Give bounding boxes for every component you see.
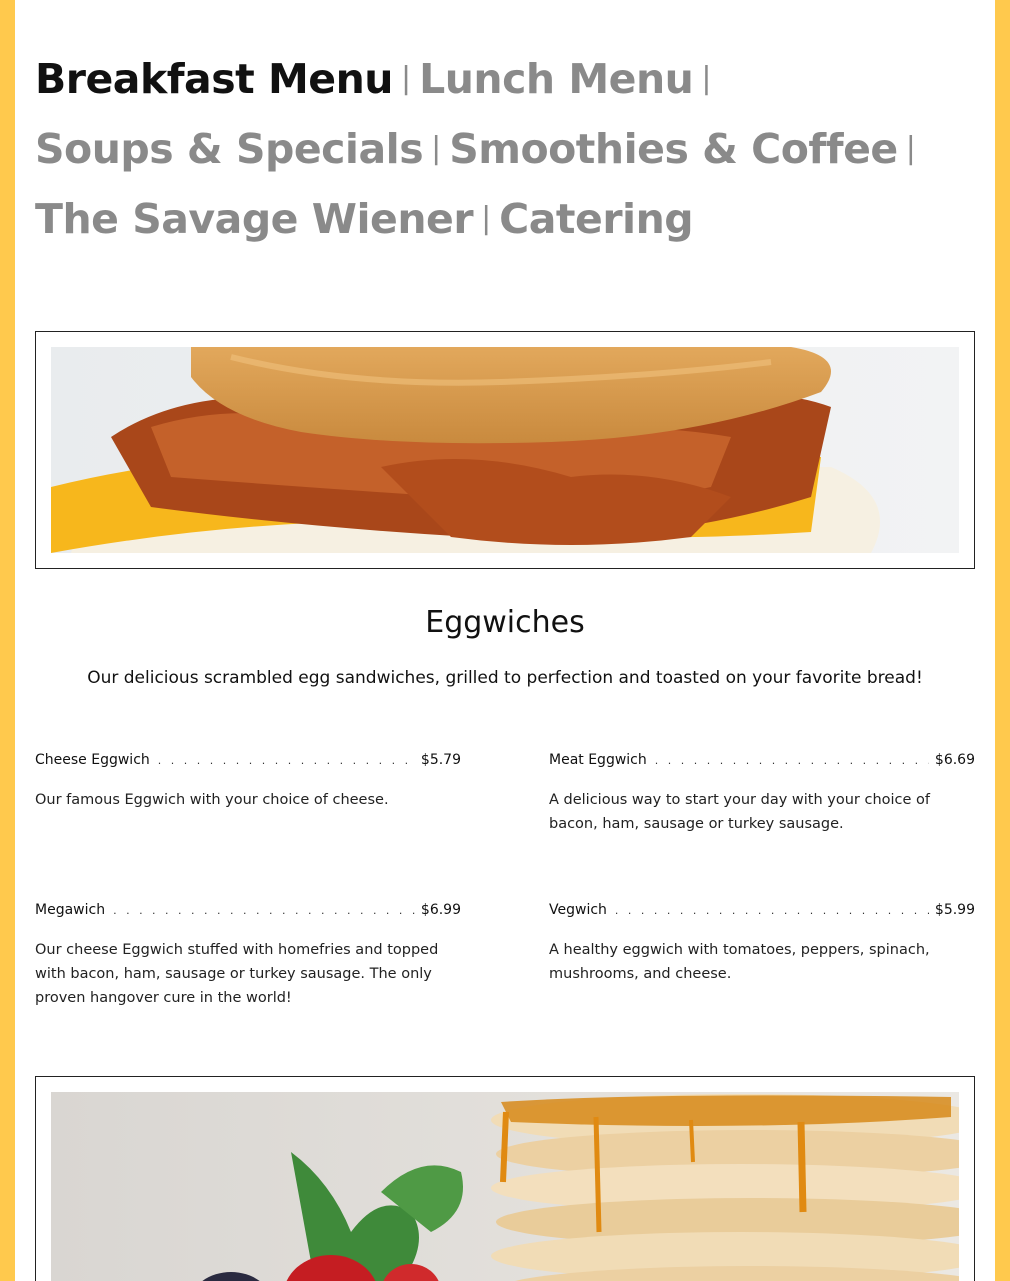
nav-link-breakfast-menu[interactable]: Breakfast Menu [35, 55, 393, 103]
menu-item [35, 902, 461, 1010]
egg-sandwich-photo [51, 347, 959, 553]
dot-leader [615, 904, 929, 917]
pancake-stack-photo [51, 1092, 959, 1281]
menu-item-header [549, 752, 975, 768]
menu-item-name: Cheese Eggwich [35, 752, 150, 768]
menu-item-description: A delicious way to start your day with your choice of bacon, ham, sausage or turkey sausage. [549, 792, 931, 832]
nav-separator: | [400, 61, 412, 96]
menu-item-price: $5.79 [420, 752, 461, 768]
dot-leader [655, 754, 929, 767]
section-subtitle: Our delicious scrambled egg sandwiches, grilled to perfection and toasted on your favorite bread! [87, 668, 923, 688]
nav-line-3 [35, 192, 975, 262]
menu-item-price: $6.69 [934, 752, 975, 768]
nav-link-lunch-menu[interactable]: Lunch Menu [419, 55, 694, 103]
menu-item [35, 752, 461, 812]
nav-separator: | [431, 131, 442, 166]
nav-line-1 [35, 52, 975, 122]
menu-item [549, 752, 975, 836]
menu-item-price: $5.99 [934, 902, 975, 918]
menu-item [549, 902, 975, 986]
egg-sandwich-illustration [51, 347, 959, 553]
nav-line-2 [35, 122, 975, 192]
nav-separator: | [905, 131, 916, 166]
menu-item-description: Our cheese Eggwich stuffed with homefries and topped with bacon, ham, sausage or turkey sausage. The only proven hangover cure in the world! [35, 942, 439, 1006]
nav-link-catering[interactable]: Catering [499, 195, 694, 243]
menu-navigation [35, 52, 975, 262]
menu-item-header [549, 902, 975, 918]
menu-item-price: $6.99 [420, 902, 461, 918]
pancake-illustration [51, 1092, 959, 1281]
nav-link-soups-specials[interactable]: Soups & Specials [35, 125, 424, 173]
menu-item-description: A healthy eggwich with tomatoes, peppers, spinach, mushrooms, and cheese. [549, 942, 930, 982]
menu-item-description: Our famous Eggwich with your choice of cheese. [35, 792, 389, 808]
menu-item-name: Vegwich [549, 902, 607, 918]
menu-item-name: Meat Eggwich [549, 752, 647, 768]
nav-link-smoothies-coffee[interactable]: Smoothies & Coffee [449, 125, 898, 173]
menu-item-name: Megawich [35, 902, 106, 918]
page-content [15, 0, 995, 1281]
nav-separator: | [701, 61, 712, 96]
dot-leader [113, 904, 415, 917]
nav-link-savage-wiener[interactable]: The Savage Wiener [35, 195, 474, 243]
nav-separator: | [481, 201, 492, 236]
menu-item-header [35, 902, 461, 918]
hero-image-frame [35, 331, 975, 569]
pancake-image-frame [35, 1076, 975, 1281]
section-title: Eggwiches [425, 605, 585, 640]
dot-leader [158, 754, 415, 767]
menu-item-header [35, 752, 461, 768]
